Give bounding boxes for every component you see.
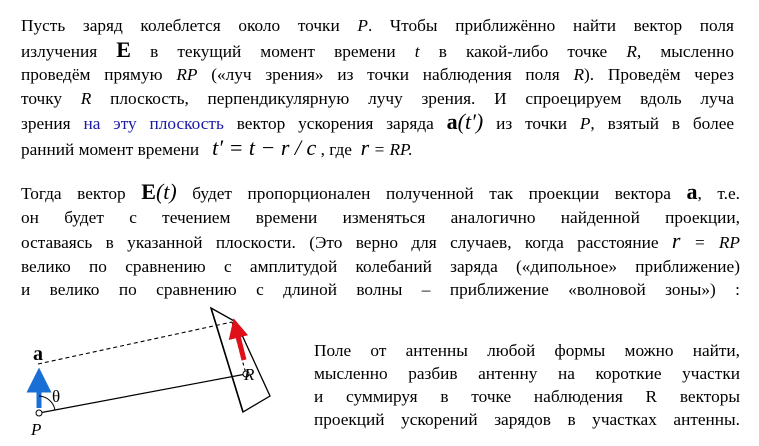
observation-plane [211, 308, 270, 412]
text-line: проведём прямую RP («луч зрения» из точки наблюдения поля R). Проведём через [21, 65, 735, 85]
text-line: Поле от антенны любой формы можно найти, [314, 341, 740, 360]
vector-a-label: a [33, 343, 43, 365]
text-line: велико по сравнению с амплитудой колебаний заряда («дипольное» приближение) [21, 256, 740, 276]
point-r-label: R [244, 365, 255, 384]
dashed-guide-top [38, 322, 232, 364]
field-vector-symbol: E [116, 36, 131, 62]
line-of-sight [39, 374, 246, 413]
text-line: и суммируя в точке наблюдения R векторы [314, 387, 740, 406]
text-line: Тогда вектор E(t) будет пропорционален полученной так проекции вектора a, т.е. [21, 179, 740, 204]
theta-label: θ [52, 387, 61, 406]
text-line: Пусть заряд колеблется около точки P. Чтобы приближённо найти вектор поля [21, 16, 735, 35]
text-line: проекций ускорений зарядов в участках антенны. [314, 410, 740, 429]
point-p-label: P [31, 420, 42, 439]
point-p-marker [36, 410, 42, 416]
text-line: он будет с течением времени изменяться аналогично найденной проекции, [21, 207, 740, 227]
text-line: ранний момент времени t′ = t − r / c , где r = RP. [21, 134, 413, 160]
text-line: зрения на эту плоскость вектор ускорения заряда a(t′) из точки P, взятый в более [21, 109, 735, 135]
text-line: оставаясь в указанной плоскости. (Это верно для случаев, когда расстояние r = RP [21, 228, 740, 254]
projection-paragraph [21, 180, 740, 302]
text-line: и велико по сравнению с длиной волны – приближение «волновой зоны») : [21, 280, 740, 300]
intro-paragraph [21, 14, 734, 162]
plane-link[interactable]: на эту плоскость [83, 114, 224, 134]
retarded-time-formula: t′ = t − r / c [212, 134, 317, 160]
acceleration-vector-symbol: a [446, 109, 458, 135]
antenna-paragraph [314, 339, 740, 431]
text-line: точку R плоскость, перпендикулярную лучу зрения. И спроецируем вдоль луча [21, 88, 735, 108]
text-line: мысленно разбив антенну на короткие участки [314, 364, 740, 383]
text-line: излучения E в текущий момент времени t в какой-либо точке R, мысленно [21, 36, 735, 62]
projection-diagram [0, 290, 300, 446]
